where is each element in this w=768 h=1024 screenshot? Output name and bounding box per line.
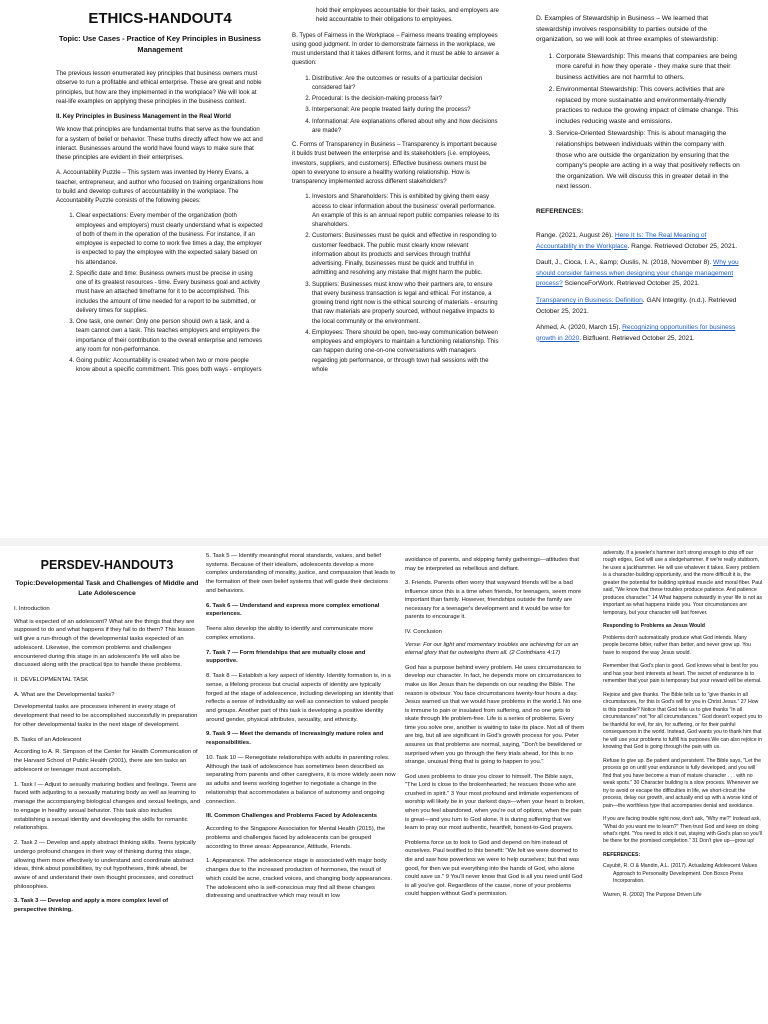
stewardship-intro: D. Examples of Stewardship in Business – We learned that stewardship involves responsibility to parties outside of the organization, so we will look at three examples of stewardship: (536, 15, 719, 44)
final-paragraph: If you are facing trouble right now, don't ask, "Why me?" Instead ask, "What do you want me to learn?" Then trust God and keep on doing what's right. "You need to stick it out, staying with God's plan so you'll be there for the promised completion." 31 Don't give up—grow up! (603, 816, 762, 845)
persdev-tasks-title: B. Tasks of an Adolescent (14, 736, 82, 743)
remember-paragraph: Remember that God's plan is good. God knows what is best for you and has your best interests at heart. The secret of endurance is to remember that your pain is temporary but your reward will be eternal. (603, 663, 762, 685)
task-6: 6. Task 6 — Understand and express more complex emotional experiences. (206, 602, 380, 618)
ethics-title: ETHICS-HANDOUT4 (88, 10, 232, 27)
persdev-handout-page (0, 546, 768, 1024)
accountability-puzzle-intro: A. Accountability Puzzle – This system was invented by Henry Evans, a teacher, entrepreneur, and author who focused on training organizations how to build and develop cultures of accountability in the workplace. The Accountability Puzzle consists of the following pieces: (56, 169, 264, 205)
list-item: 1. Investors and Shareholders: This is exhibited by giving them easy access to clear information about the business' overall performance. An example of this is an annual report public companies release to its shareholders. (312, 192, 500, 229)
page-divider (0, 538, 768, 546)
reference-item: Cayubit, R. O & Mandin, A.L. (2017). Actualizing Adolescent Values Approach to Personality Development. Don Bosco Press Incorporation. (603, 863, 758, 885)
accountability-list (56, 211, 264, 374)
persdev-intro: What is expected of an adolescent? What are the things that they are supposed to do and what happens if they fail to do them? This lesson will give a run-through of the developmental tasks expected of an adolescent. Likewise, the common problems and challenges encountered during this stage in an adolescent's life will also be discussed along with the practical tips to handle these problems. (14, 618, 195, 669)
persdev-title: PERSDEV-HANDOUT3 (40, 558, 174, 572)
list-item: 3. Service-Oriented Stewardship: This is about managing the relationships between individuals within the company with those who are outside the organization by ensuring that the company's people are acting in a way that positively reflects on the organization. We will discuss this in greater detail in the next lesson. (556, 129, 740, 192)
persdev-column-2 (206, 552, 396, 907)
list-item: 1. Clear expectations: Every member of the organization (both employees and employers) must clearly understand what is expected of both of them in the operation of the business. For instance, if an employee is expected to come to work five times a day, the employer is expected to pay the employee with the expected salary based on his attendance. (76, 211, 264, 267)
persdev-what-text: Developmental tasks are processes inherent in every stage of development that need to be accomplished successfully in preparation for other developmental tasks in the next stage of development. (14, 704, 198, 728)
reference-link[interactable]: Recognizing opportunities for business growth in 2020 (536, 324, 736, 342)
persdev-references-title: REFERENCES: (603, 851, 641, 858)
task-2: 2. Task 2 — Develop and apply abstract thinking skills. Teens typically undergo profound changes in their way of thinking during this stage, allowing them more effectively to understand and coordinate abstract ideas, think about possibilities, try out hypotheses, think ahead, be aware of and understand their own thought processes, and construct philosophies. (14, 840, 196, 890)
task-6-text: Teens also develop the ability to identify and communicate more complex emotions. (206, 626, 373, 641)
persdev-tasks-intro: According to A. R. Simpson of the Center for Health Communication of the Harvard School of Public Health (2001), there are ten tasks an adolescent or teenager must accomplish. (14, 749, 198, 773)
persdev-topic: Topic:Developmental Task and Challenges of Middle and Late Adolescence (15, 579, 199, 597)
persdev-intro-title: I. Introduction (14, 605, 50, 612)
list-item: 2. Procedural: Is the decision-making process fair? (312, 94, 500, 103)
list-item: 2. Environmental Stewardship: This covers activities that are replaced by more sustainable and environmentally-friendly practices to reduce the growing impact of climate change. This includes reducing waste and emissions. (556, 85, 740, 127)
ethics-section-2-text: We know that principles are fundamental truths that serve as the foundation for a system of belief or behavior. These truths directly affect how we act and interact. Businesses around the world have found ways to make sure that these principles are evident in their enterprises. (56, 126, 263, 162)
persdev-conclusion-title: IV. Conclusion (405, 629, 442, 636)
rejoice-paragraph: Rejoice and give thanks. The Bible tells us to "give thanks in all circumstances, for this is God's will for you in Christ Jesus." 27 How is this possible? Notice that God tells us to give thanks "in all circumstances" not "for all circumstances." God doesn't expect you to be thankful for evil, for sin, for suffering, or for their painful consequences in the world. Instead, God wants you to thank him that he will use your problems to fulfill his purposes.We can also rejoice in knowing that God is going through the pain with us. (603, 691, 763, 751)
persdev-column-3-continuation: avoidance of parents, and skipping family gatherings—attitudes that may be interpreted as rebellious and defiant. (405, 557, 580, 572)
persdev-section-2-title: II. DEVELOPMENTAL TASK (14, 677, 89, 684)
challenge-friends: 3. Friends. Parents often worry that wayward friends will be a bad influence since this is a time when friends, for teenagers, seem more important than family. However, friendships outside the family are necessary for a teenager's development and it would be wise for parents to encourage it. (405, 580, 582, 621)
persdev-what-title: A. What are the Developmental tasks? (14, 691, 115, 698)
list-item: 4. Informational: Are explanations offered about why and how decisions are made? (312, 117, 500, 136)
transparency-intro: C. Forms of Transparency in Business – Transparency is important because it builds trust between the enterprise and its stakeholders (i.e. employees, investors, suppliers, and customers). Effective business owners must be open to everyone to ensure a healthy working relationship. How is transparency implemented across different stakeholders? (292, 141, 497, 185)
conclusion-paragraph: Problems force us to look to God and depend on him instead of ourselves. Paul testified to this benefit: "We felt we were doomed to die and saw how powerless we were to help ourselves; but that was good, for then we put everything into the hands of God, who alone could save us." 9 You'll never know that God is all you need until God is all you've got. Regardless of the cause, none of your problems could happen without God's permission. (405, 839, 583, 898)
task-3: 3. Task 3 — Develop and apply a more complex level of perspective thinking. (14, 898, 169, 914)
list-item: 4. Employees: There should be open, two-way communication between employees and employers to maintain a functioning relationship. This can happen during one-on-one conversations with managers regarding job performance, or through town hall sessions with the whole (312, 328, 500, 374)
list-item: 2. Customers: Businesses must be quick and effective in responding to customer feedback. The public must clearly know relevant information about its products and services through truthful advertising. Finally, businesses must be quick and truthful in admitting and resolving any mistake that might harm the public. (312, 231, 500, 277)
stewardship-list (536, 52, 740, 193)
list-item: 1. Corporate Stewardship: This means that companies are being more careful in how they operate - they make sure that their business activities are not harmful to others. (556, 52, 740, 84)
ethics-column-1 (56, 8, 264, 380)
ethics-section-2-title: II. Key Principles in Business Management in the Real World (56, 113, 231, 121)
task-9: 9. Task 9 — Meet the demands of increasingly mature roles and responsibilities. (206, 731, 384, 747)
persdev-column-4-continuation: adversity. If a jeweler's hammer isn't strong enough to chip off our rough edges, God will use a sledgehammer. If we're really stubborn, he uses a jackhammer. He will use whatever it takes. Every problem is a character-building opportunity, and the more difficult it is, the greater the potential for building spiritual muscle and moral fiber. Paul said, "We know that these troubles produce patience. And patience produces character." 14 What happens outwardly in your life is not as important as what happens inside you. Your circumstances are temporary, but your character will last forever. (603, 550, 763, 616)
persdev-section-3-text: According to the Singapore Association for Mental Health (2015), the problems and challenges faced by adolescents can be grouped according to three areas: Appearance, Attitude, Friends. (206, 826, 386, 850)
task-1: 1. Task I — Adjust to sexually maturing bodies and feelings. Teens are faced with adjusting to a sexually maturing body as well as learning to manage the accompanying biological changes and sexual feelings, and to engage in healthy sexual behavior. This task also includes establishing a sexual identity and developing the skills for romantic relationships. (14, 781, 201, 832)
ethics-references-title: REFERENCES: (536, 207, 584, 215)
list-item: 3. Suppliers: Businesses must know who their partners are, to ensure that every business transaction is legal and ethical. For instance, a growing trend right now is the ethical sourcing of materials - ensuring that raw materials are properly sourced, without negative impacts to the local community or the environment. (312, 280, 500, 326)
ethics-column-2-continuation: hold their employees accountable for their tasks, and employers are held accountable to their obligations to employees. (316, 7, 499, 24)
reference-link[interactable]: Here It Is: The Real Meaning of Accountability in the Workplace (536, 232, 707, 250)
reference-link[interactable]: Transparency in Business: Definition (536, 297, 643, 305)
persdev-verse: Verse: For our light and momentary troubles are achieving for us an eternal glory that far outweighs them all. (2 Corinthians 4:17) (405, 641, 579, 657)
persdev-column-4 (603, 550, 763, 905)
fairness-intro: B. Types of Fairness in the Workplace – Fairness means treating employees using good judgment. In order to demonstrate fairness in the workplace, we must understand that it takes different forms, and it must be able to answer a question: (292, 31, 499, 67)
reference-item: Dault, J., Cioca, I. A., &amp; Ouslis, N. (2018, November 8). Why you should consider fairness when designing your change management process? ScienceForWork. Retrieved October 25, 2021. (536, 259, 739, 288)
task-7: 7. Task 7 — Form friendships that are mutually close and supportive. (206, 649, 366, 665)
persdev-column-1 (14, 556, 200, 921)
reference-item: Range. (2021, August 26). Here It Is: The Real Meaning of Accountability in the Workplace. Range. Retrieved October 25, 2021. (536, 232, 738, 250)
transparency-list (292, 192, 500, 374)
reference-item: Warren, R. (2002) The Purpose Driven Life (603, 891, 702, 898)
reference-item: Transparency in Business: Definition. GAN Integrity. (n.d.). Retrieved October 25, 2021. (536, 297, 737, 315)
persdev-column-3 (405, 556, 585, 905)
persdev-section-3-title: III. Common Challenges and Problems Faced by Adolescents (206, 813, 377, 820)
task-10: 10. Task 10 — Renegotiate relationships with adults in parenting roles. Although the task of adolescence has sometimes been described as separating from parents and other caregivers, it is more widely seen now as adults and teens working together to negotiate a change in the relationship that accommodates a balance of autonomy and ongoing connection. (206, 754, 396, 805)
responding-title: Responding to Problems as Jesus Would (603, 623, 705, 630)
reference-item: Ahmed, A. (2020, March 15). Recognizing opportunities for business growth in 2020. Bizfluent. Retrieved October 25, 2021. (536, 324, 736, 342)
responding-text: Problems don't automatically produce what God intends. Many people become bitter, rather than better, and never grow up. You have to respond the way Jesus would. (603, 634, 751, 656)
challenge-appearance: 1. Appearance. The adolescence stage is associated with major body changes due to the increased production of hormones, the result of which could be acne, cracked voices, and changing body appearances. The adolescent who is self-conscious may find all these changes distressing and unattractive which may result in low (206, 858, 393, 900)
list-item: 1. Distributive: Are the outcomes or results of a particular decision considered fair? (312, 74, 500, 93)
ethics-intro: The previous lesson enumerated key principles that business owners must observe to run a profitable and ethical enterprise. These are great and noble principles, but how are they implemented in the workplace? We will look at real-life examples on applying these principles in the business context. (56, 70, 262, 105)
conclusion-paragraph: God has a purpose behind every problem. He uses circumstances to develop our character. In fact, he depends more on circumstances to make us like Jesus than he depends on our reading the Bible. The reason is obvious: You face circumstances twenty-four hours a day. Jesus warned us that we would have problems in the world.1 No one is immune to pain or insulated from suffering, and no one gets to skate through life problem-free. Life is a series of problems. Every time you solve one, another is waiting to take its place. Not all of them are big, but all are significant in God's growth process for you. Peter assures us that problems are normal, saying, "Don't be bewildered or surprised when you go through the fiery trials ahead, for this is no strange, unusual thing that is going to happen to you." (405, 664, 585, 766)
ethics-column-2 (292, 6, 500, 379)
fairness-list (292, 74, 500, 136)
task-8: 8. Task 8 — Establish a key aspect of identity. Identity formation is, in a sense, a lifelong process but crucial aspects of identity are typically forged at the stage of adolescence, including developing an identity that reflects a sense of individuality as well as connection to valued people and groups. Another part of this task is developing a positive identity around gender, physical attributes, sexuality, and ethnicity. (206, 673, 393, 723)
list-item: 3. Interpersonal: Are people treated fairly during the process? (312, 105, 500, 114)
list-item: 4. Going public: Accountability is created when two or more people know about a specific commitment. This goes both ways - employers (76, 356, 264, 375)
conclusion-paragraph: God uses problems to draw you closer to himself. The Bible says, "The Lord is close to the brokenhearted; he rescues those who are crushed in spirit." 3 Your most profound and intimate experiences of worship will likely be in your darkest days—when your heart is broken, when you feel abandoned, when you're out of options, when the pain is great—and you turn to God alone. It is during suffering that we learn to pray our most authentic, heartfelt, honest-to-God prayers. (405, 773, 585, 832)
task-5: 5. Task 5 — Identify meaningful moral standards, values, and belief systems. Because of their idealism, adolescents develop a more complex understanding of morality, justice, and compassion that leads to the formation of their own belief systems that will guide their decisions and behaviors. (206, 553, 396, 594)
ethics-column-3 (536, 14, 740, 350)
reference-link[interactable]: Why you should consider fairness when designing your change management process? (536, 259, 739, 288)
list-item: 3. One task, one owner: Only one person should own a task, and a team cannot own a task. This teaches employers and employers the importance of their contribution to the overall enterprise and removes any room for non-performance. (76, 317, 264, 354)
list-item: 2. Specific date and time: Business owners must be precise in using one of its greatest resources - time. Every business goal and activity must have an attached timeframe for it to be accomplished. This includes the amount of time needed for a report to be submitted, or delivery times for supplies. (76, 269, 264, 315)
ethics-topic: Topic: Use Cases - Practice of Key Principles in Business Management (59, 33, 261, 54)
refuse-paragraph: Refuse to give up. Be patient and persistent. The Bible says, "Let the process go on until your endurance is fully developed, and you will find that you have become a man of mature character . . . with no weak spots." 30 Character building is a slow process. Whenever we try to avoid or escape the difficulties in life, we short-circuit the process, delay our growth, and actually end up with a worse kind of pain—the worthless type that accompanies denial and avoidance. (603, 757, 762, 809)
